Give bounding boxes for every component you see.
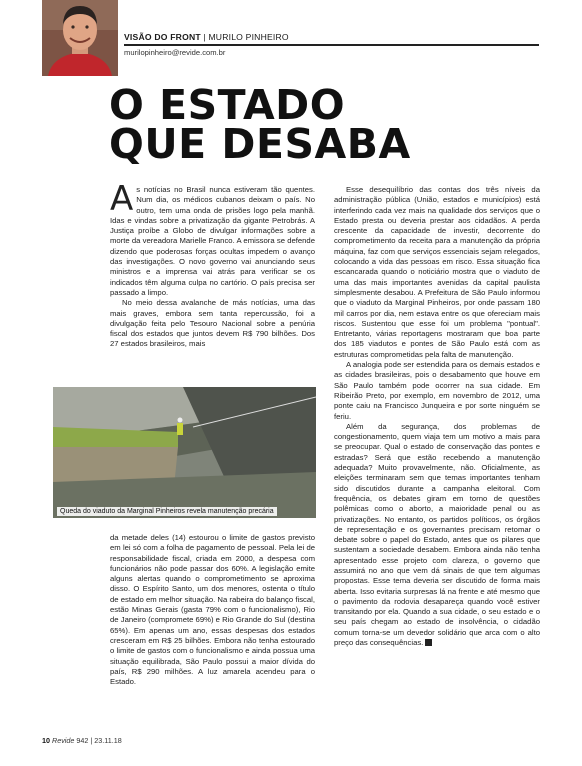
headline-line-1: O ESTADO [109, 81, 346, 129]
paragraph: As notícias no Brasil nunca estiveram tão quentes. Num dia, os médicos cubanos deixam o país. No outro, tem uma onda de prisões logo pela manhã. Idas e vindas sobre a privatização da gigante Petrobrás. A Justiça proíbe a Globo de divulgar informações sobre a morte da vereadora Marielle Franco. A emissora se defende dizendo que poderosas forças ocultas impedem o avanço das investigações. O novo governo vai anunciando seus ministros e a imprensa vai atrás para verificar se os indicados têm alguma culpa no cartório. O país precisa ser passado a limpo. [110, 185, 315, 297]
header-rule [124, 44, 539, 46]
column-separator: | [203, 32, 206, 42]
paragraph: Esse desequilíbrio das contas dos três níveis da administração pública (União, estados e municípios) está interferindo cada vez mais na qualidade dos serviços que o Estado presta ou deveria prestar aos cidadãos. A perda crescente da capacidade de investir, decorrente do comprometimento da receita para a manutenção da própria máquina, faz com que serviços essenciais sejam relegados, colocando a vida das pessoas em risco. Essa situação fica escancarada quando o noticiário mostra que o viaduto de uma das mais importantes avenidas da capital paulista simplesmente desabou. A Prefeitura de São Paulo informou que o viaduto da Marginal Pinheiros, por onde passam 180 mil carros por dia, nem estava entre os que ofereciam mais riscos. Sustentou que esse foi um problema "pontual". Entretanto, várias reportagens mostraram que boa parte dos 185 viadutos e pontes de São Paulo está com as estruturas comprometidas pela falta de manutenção. [334, 185, 540, 359]
end-mark-icon [425, 639, 432, 646]
body-left-top [110, 185, 315, 380]
page-number: 10 [42, 736, 50, 745]
body-left-bottom [110, 533, 315, 728]
magazine-name: Revide [52, 736, 75, 745]
headline-line-2: QUE DESABA [109, 120, 411, 168]
column-name: VISÃO DO FRONT [124, 32, 201, 42]
author-email[interactable]: murilopinheiro@revide.com.br [124, 48, 226, 57]
paragraph: da metade deles (14) estourou o limite de gastos previsto em lei só com a folha de pagamento de pessoal. Pela lei de responsabilidade fiscal, criada em 2000, a despesa com funcionários não pode passar dos 60%. A legislação emite alguns alertas quando o comprometimento se aproxima disso. O Espírito Santo, um dos menores, ostenta o título de estado em melhor situação. Na rabeira do balanço fiscal, estão Minas Gerais (gasta 79% com o funcionalismo), Rio de Janeiro (compromete 69%) e Rio Grande do Sul (destina 65%). Em apenas um ano, essas despesas dos estados cresceram em R$ 25 bilhões. Embora não tenha estourado o limite de gastos com o funcionalismo e ainda possua uma situação equilibrada, São Paulo possui a maior dívida do país, R$ 290 milhões. A luz amarela acendeu para o Estado. [110, 533, 315, 687]
paragraph: Além da segurança, dos problemas de congestionamento, quem viaja tem um motivo a mais para se preocupar. Qual o estado de conservação das pontes e estradas? Será que estão recebendo a manutenção adequada? Muito provavelmente, não. Oficialmente, as eleições terminaram sem que temas importantes tenham sido discutidos durante a campanha eleitoral. Com frequência, os debates giram em torno de questões polêmicas como o aborto, a maioridade penal ou as privatizações. No entanto, os partidos políticos, os órgãos de representação e os governantes precisam retomar o debate sobre o papel do Estado, antes que os pilares que sustentam a sociedade desabem. Embora ainda não tenha apresentado esse projeto com clareza, o governo que assumirá no ano que vem dá sinais de que tem algumas propostas. Esse tema deveria ser discutido de forma mais aberta. Isso evitaria surpresas lá na frente e até mesmo que o pavimento da rodovia desapareça quando você estiver transitando por ela. Quando a sua cidade, o seu estado e o seu país chegam ao estado de insolvência, o cidadão comum torna-se um devedor solidário que arca com o alto preço das consequências. [334, 421, 540, 648]
body-right [334, 185, 540, 730]
author-photo [42, 0, 118, 76]
photo-caption: Queda do viaduto da Marginal Pinheiros revela manutenção precária [57, 507, 277, 516]
viaduct-photo [53, 387, 316, 518]
dropcap: A [110, 185, 134, 219]
page-footer [42, 736, 122, 745]
column-author: MURILO PINHEIRO [208, 32, 289, 42]
headline [109, 81, 549, 168]
footer-separator: | [90, 736, 93, 745]
column-header [124, 32, 289, 42]
issue-number: 942 [76, 736, 89, 745]
paragraph: A analogia pode ser estendida para os demais estados e as cidades brasileiras, pois o desabamento que houve em São Paulo também pode ocorrer na sua cidade. Em Ribeirão Preto, por exemplo, em novembro de 2012, uma ponte caiu na Francisco Junqueira e por sorte ninguém se feriu. [334, 360, 540, 421]
issue-date: 23.11.18 [94, 736, 122, 745]
paragraph: No meio dessa avalanche de más notícias, uma das mais graves, embora sem tanta repercussão, foi a divulgação feita pelo Tesouro Nacional sobre a penúria fiscal dos estados que juntos devem R$ 790 bilhões. Dos 27 estados brasileiros, mais [110, 298, 315, 349]
